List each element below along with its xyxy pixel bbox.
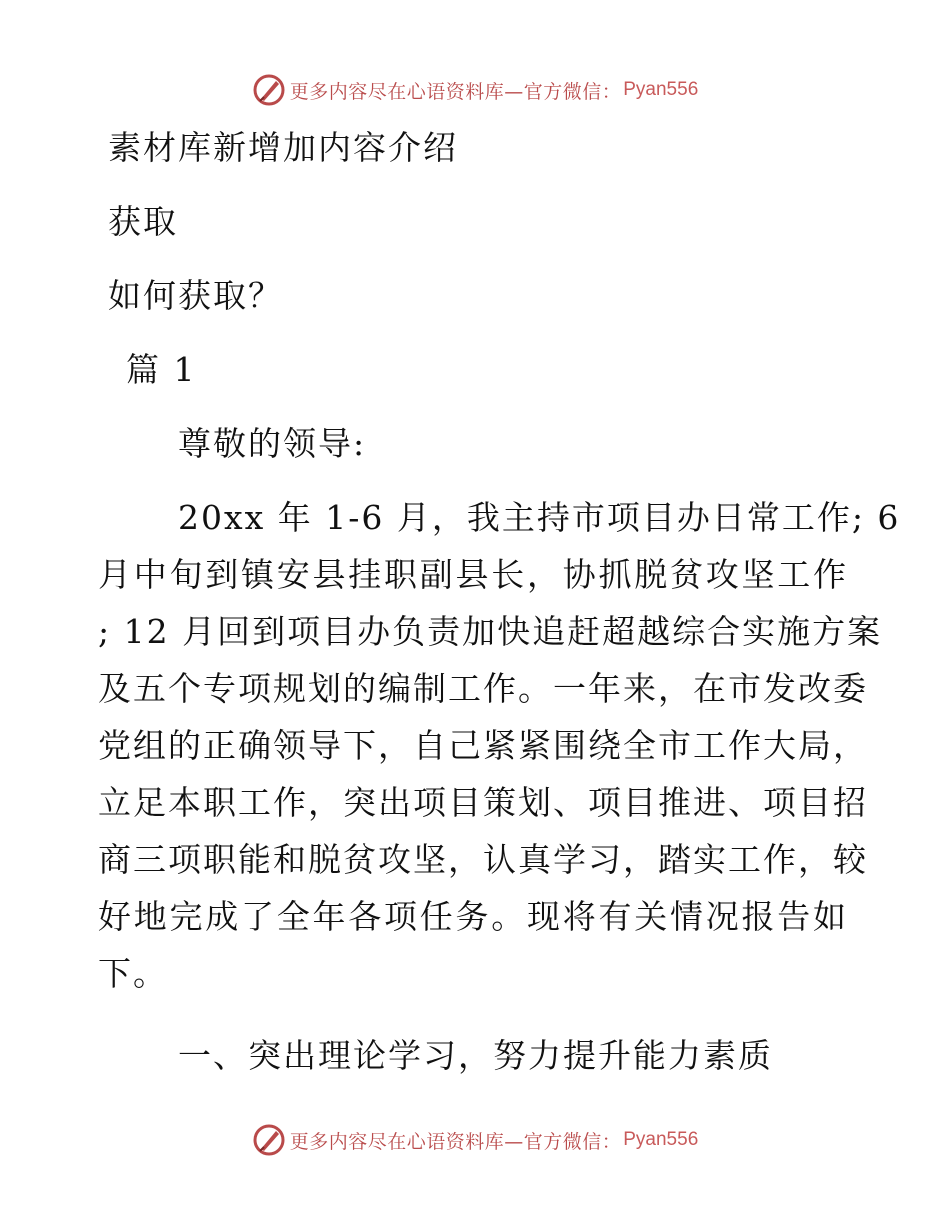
watermark-text: 更多内容尽在心语资料库—官方微信： bbox=[289, 1130, 622, 1153]
heading-line-3: 如何获取？ bbox=[108, 276, 283, 315]
body-line-5: 党组的正确领导下，自己紧紧围绕全市工作大局， bbox=[98, 726, 868, 765]
body-line-3: ; 12 月回到项目办负责加快追赶超越综合实施方案 bbox=[98, 612, 883, 651]
body-line-8: 好地完成了全年各项任务。现将有关情况报告如 bbox=[98, 897, 848, 936]
watermark-wechat-id: Pyan556 bbox=[623, 1129, 699, 1150]
body-line-4: 及五个专项规划的编制工作。一年来，在市发改委 bbox=[98, 669, 868, 708]
salutation: 尊敬的领导: bbox=[178, 424, 367, 463]
heading-line-2: 获取 bbox=[108, 202, 178, 241]
header-watermark bbox=[0, 70, 950, 110]
section-subheading: 一、突出理论学习，努力提升能力素质 bbox=[178, 1036, 773, 1075]
quill-logo-icon bbox=[252, 1123, 286, 1157]
body-line-1: 20xx 年 1-6 月，我主持市项目办日常工作; 6 bbox=[178, 498, 901, 537]
body-line-2: 月中旬到镇安县挂职副县长，协抓脱贫攻坚工作 bbox=[98, 555, 848, 594]
body-line-9: 下。 bbox=[98, 954, 168, 993]
body-line-6: 立足本职工作，突出项目策划、项目推进、项目招 bbox=[98, 783, 868, 822]
heading-line-1: 素材库新增加内容介绍 bbox=[108, 128, 458, 167]
quill-logo-icon bbox=[252, 73, 286, 107]
section-label: 篇 1 bbox=[126, 350, 197, 389]
watermark-text: 更多内容尽在心语资料库—官方微信： bbox=[289, 80, 622, 103]
footer-watermark bbox=[0, 1120, 950, 1160]
watermark-wechat-id: Pyan556 bbox=[623, 79, 699, 100]
body-line-7: 商三项职能和脱贫攻坚，认真学习，踏实工作，较 bbox=[98, 840, 868, 879]
